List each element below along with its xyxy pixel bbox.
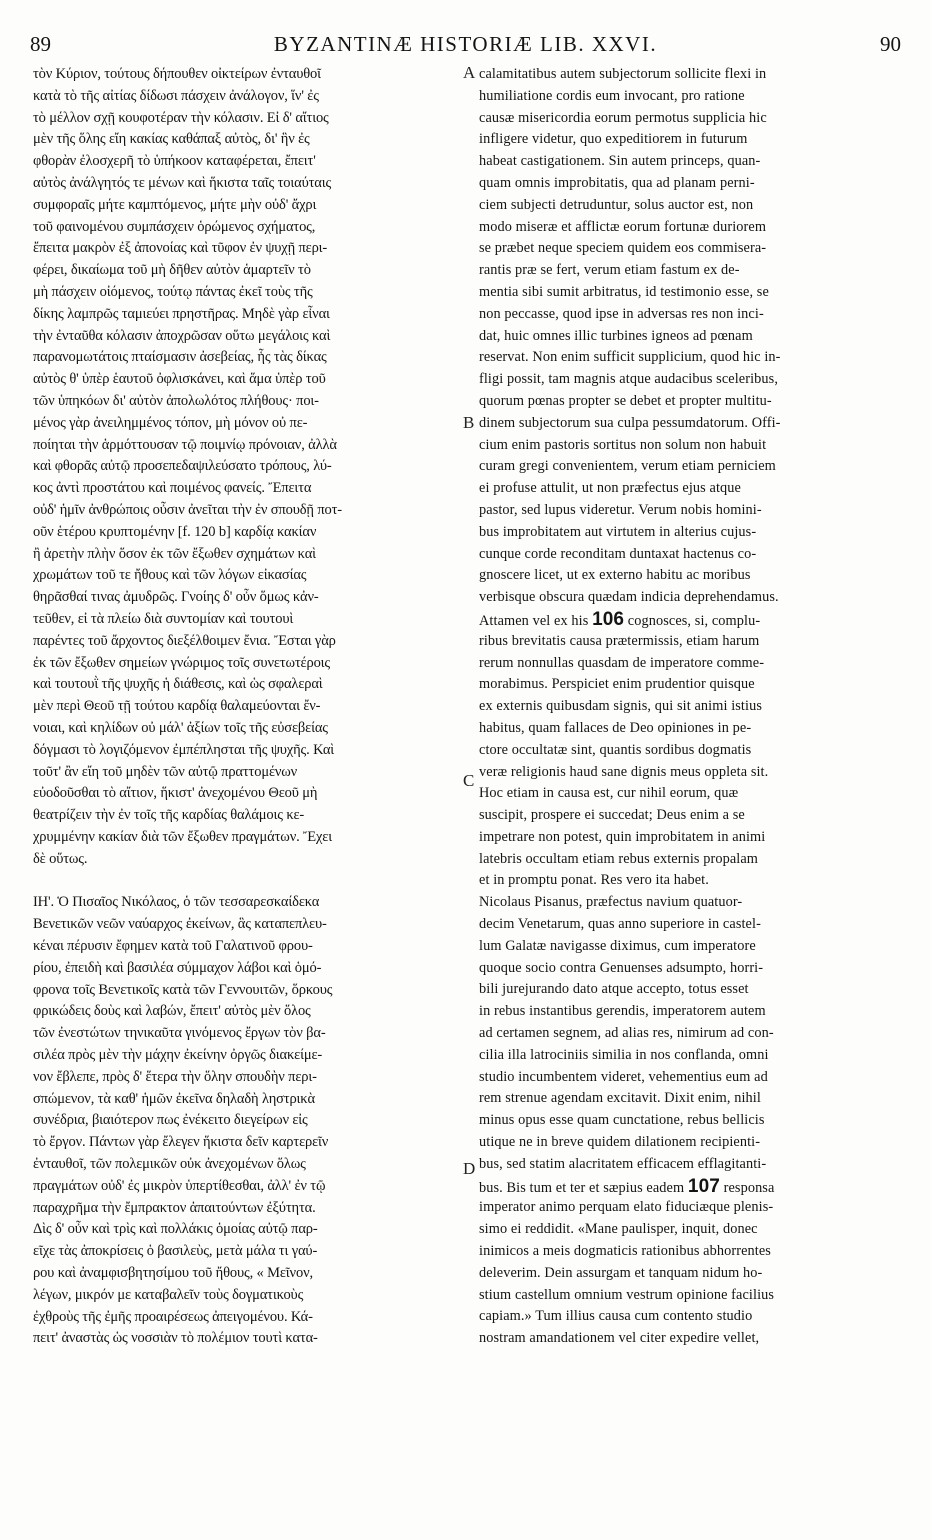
text-line: δίκης λαμπρῶς ταμιεύει πρηστῆρας. Μηδὲ γὰρ εἶναι (33, 305, 330, 322)
text-line: calamitatibus autem subjectorum sollicite flexi in (479, 66, 767, 82)
text-line: καὶ τουτουῒ τῆς ψυχῆς ἡ διάθεσις, καὶ ὡς σφαλεραὶ (33, 676, 323, 693)
text-line: fligi possit, tam magnis atque audacibus sceleribus, (479, 371, 779, 388)
text-line: ei profuse attulit, ut non præfectus ejus atque (479, 480, 741, 497)
text-line: φρονα τοῖς Βενετικοῖς κατὰ τῶν Γεννουιτῶν, ὅρκους (33, 981, 333, 998)
text-line: παρέντες τοῦ ἄρχοντος διεξέλθοιμεν ἔνια. Ἔσται γὰρ (33, 632, 336, 649)
text-line: φρικώδεις δοὺς καὶ λαβών, ἔπειτ' αὐτὸς μὲν ὅλος (33, 1003, 311, 1020)
page-number-right: 90 (880, 32, 901, 56)
text-line: quam omnis improbitatis, qua ad planam perni- (479, 174, 755, 191)
text-line: veræ religionis haud sane dignis meus oppleta sit. (479, 763, 769, 780)
text-line: bus, sed statim alacritatem efficacem efflagitanti- (479, 1155, 767, 1172)
text-line: se præbet neque speciem quidem eos commisera- (479, 240, 767, 257)
text-line: ex externis quibusdam signis, qui sit animi istius (479, 698, 762, 715)
text-line: σιλέα πρὸς μὲν τὴν μάχην ἐκείνην ὀργῶς διακείμε- (33, 1047, 323, 1064)
text-line: cunque corde reconditam duntaxat hactenus co- (479, 545, 757, 562)
text-line: Δὶς δ' οὖν καὶ τρὶς καὶ πολλάκις ὁμοίας αὐτῷ παρ- (33, 1221, 318, 1238)
text-line: ad certamen segnem, ad alias res, nimirum ad con- (479, 1025, 774, 1042)
paragraph-gap (33, 870, 471, 892)
text-line: Nicolaus Pisanus, præfectus navium quatuor- (479, 894, 743, 911)
text-line: habeat castigationem. Sin autem princeps, quan- (479, 153, 761, 170)
text-line: πειτ' ἀναστὰς ὡς νοσσιὰν τὸ πολέμιον τουτὶ κατα- (33, 1330, 318, 1347)
section-marker-d: D (463, 1159, 476, 1178)
running-title: BYZANTINÆ HISTORIÆ LIB. XXVI. (273, 32, 658, 56)
section-marker-b: B (463, 413, 475, 432)
text-line: Βενετικῶν νεῶν ναύαρχος ἐκείνων, ἃς καταπεπλευ- (33, 916, 327, 933)
text-line: minus opus esse quam cunctatione, rebus bellicis (479, 1112, 765, 1129)
running-header (30, 32, 901, 62)
text-line: rem strenue agendam excitavit. Dixit enim, nihil (479, 1090, 761, 1107)
text-line: νοιαι, καὶ κηλίδων οὐ μάλ' ἀξίων τοῖς τῆς εὐσεβείας (33, 719, 328, 736)
text-line: inimicos a meis dogmaticis rationibus abhorrentes (479, 1243, 771, 1260)
text-line: simo ei reddidit. «Mane paulisper, inquit, donec (479, 1221, 758, 1238)
text-line: λέγων, μικρόν με καταβαλεῖν τοὺς δογματικοὺς (33, 1286, 304, 1303)
edition-page-marker: 106 (592, 608, 625, 630)
text-line: φθορὰν ἐλοσχερῆ τὸ ὑπήκοον καταφέρεται, ἔπειτ' (33, 153, 316, 170)
text-line: bili jurejurando dato atque accepto, totus esset (479, 981, 749, 998)
text-line: causæ misericordia eorum permotus supplicia hic (479, 109, 767, 126)
text-line: δόγμασι τὸ λογιζόμενον ἐμπέπλησται τῆς ψυχῆς. Καὶ (33, 741, 335, 758)
text-line: dinem subjectorum sua culpa pessumdatorum. Offi- (479, 414, 781, 431)
text-line: δὲ οὕτως. (33, 850, 88, 867)
text-line: deleverim. Dein assurgam et tanquam nidum ho- (479, 1264, 763, 1281)
text-line: verbisque obscura quædam indicia deprehendamus. (479, 589, 779, 606)
text-line: θεατρίζειν τὴν ἐν τοῖς τῆς καρδίας θαλάμοις κε- (33, 807, 305, 824)
text-line: habitus, quam fallaces de Deo opiniones in pe- (479, 719, 752, 736)
text-line: mentia sibi sumit arbitratus, id testimonio esse, se (479, 283, 769, 300)
text-line: τὴν ἐνταῦθα κόλασιν ἀποχρῶσαν οὕτω μεγάλοις καὶ (33, 327, 331, 344)
text-line: ποίηται τὴν ἁρμόττουσαν τῷ ποιμνίῳ πρόνοιαν, ἀλλὰ (33, 436, 337, 453)
text-line: gnoscere licet, ut ex externo habitu ac moribus (479, 567, 751, 584)
text-line: et in promptu ponat. Res vero ita habet. (479, 872, 709, 889)
text-line: ctore occultatæ sint, quantis sordibus dogmatis (479, 741, 752, 758)
text-line: non peccasse, quod ipse in adversas res non inci- (479, 305, 764, 322)
text-line: rantis præ se fert, verum etiam fastum ex de- (479, 262, 740, 279)
text-line: curam gregi convenientem, verum etiam perniciem (479, 458, 776, 475)
text-line: lum Galatæ navigasse diximus, cum imperatore (479, 937, 756, 954)
text-line: bus improbitatem aut virtutem in alterius cujus- (479, 523, 757, 540)
edition-page-marker: 107 (687, 1175, 720, 1197)
text-line: suscipit, prospere ei succedat; Deus enim a se (479, 807, 745, 824)
text-line: οῦν ἑτέρου κρυπτομένην [f. 120 b] καρδίᾳ κακίαν (33, 523, 317, 540)
text-line: latebris occultam etiam rebus externis propalam (479, 850, 759, 867)
text-line: κέναι πέρυσιν ἔφημεν κατὰ τοῦ Γαλατινοῦ φρου- (33, 938, 313, 955)
text-line: ciem subjecti detruduntur, solus auctor est, non (479, 196, 754, 213)
text-line: μὴ πάσχειν οἰόμενος, τούτῳ πάντας ἐκεῖ τοὺς τῆς (33, 283, 313, 300)
text-line: τοῦτ' ἂν εἴη τοῦ μηδὲν τῶν αὐτῷ πραττομένων (33, 763, 298, 780)
text-line: ribus brevitatis causa prætermissis, etiam harum (479, 632, 760, 649)
text-line: capiam.» Tum illius causa cum contento studio (479, 1308, 753, 1325)
text-line: παραχρῆμα τὴν ἔμπρακτον ἀπαιτούντων ἐξύτητα. (33, 1199, 316, 1216)
text-line: rerum nonnullas quasdam de imperatore comme- (479, 654, 765, 671)
text-line: τοῦ φαινομένου συμπάσχειν ὁρώμενος σχήματος, (33, 218, 316, 235)
text-line: ἐκ τῶν ἔξωθεν σημείων γνώριμος τοῖς συνετωτέροις (33, 654, 331, 671)
text-line: Attamen vel ex his 106 cognosces, si, complu- (479, 608, 761, 630)
text-line: nostram amandationem vel citer expedire vellet, (479, 1330, 760, 1347)
text-line: εῖχε τὰς ἀποκρίσεις ὁ βασιλεὺς, μετὰ μάλα τι γαύ- (33, 1243, 318, 1260)
text-line: πραγμάτων οὐδ' ἐς μικρὸν ὑπερτίθεσθαι, ἀλλ' ἐν τῷ (33, 1177, 326, 1194)
text-line: χρωμάτων τοῦ τε ἤθους καὶ τῶν λόγων εἰκασίας (33, 567, 307, 584)
text-line: μένος γὰρ ἀνειλημμένος τόπον, μὴ μόνον οὐ πε- (33, 414, 308, 431)
text-line: imperator animo perquam elato fiduciæque plenis- (479, 1199, 774, 1216)
text-line: αὐτὸς θ' ὑπὲρ ἑαυτοῦ ὀφλισκάνει, καὶ ἅμα ὑπὲρ τοῦ (33, 371, 326, 388)
text-line: τὸ ἔργον. Πάντων γὰρ ἔλεγεν ἥκιστα δεῖν καρτερεῖν (33, 1134, 329, 1151)
text-line: ἐνταυθοῖ, τῶν πολεμικῶν οὐκ ἀνεχομένων ὅλως (33, 1156, 306, 1173)
text-line: συμφοραῖς μήτε καμπτόμενος, μήτε μὴν οὐδ' ἄχρι (33, 196, 317, 213)
text-line: παρανομωτάτοις πταίσμασιν ἀσεβείας, ἧς τὰς δίκας (33, 349, 327, 366)
text-line: θηρᾶσθαί τινας ἀμυδρῶς. Γνοίης δ' οὖν ὅμως κἀν- (33, 589, 319, 606)
text-line: τῶν ὑπηκόων δι' αὐτὸν ἀπολωλότος πλήθους· ποι- (33, 392, 319, 409)
text-line: stium castellum omnium vestrum opinione facilius (479, 1286, 775, 1303)
text-line: σπώμενον, τὰ καθ' ἡμῶν ἐκεῖνα δηλαδὴ ληστρικὰ (33, 1090, 315, 1107)
section-marker-a: A (463, 63, 476, 82)
text-line: τὸ μέλλον σχῇ κουφοτέραν τὴν κόλασιν. Εἰ δ' αἴτιος (33, 109, 329, 126)
text-line: ΙΗ'. Ὁ Πισαῖος Νικόλαος, ὁ τῶν τεσσαρεσκαίδεκα (33, 894, 320, 911)
text-line: ἢ ἀρετὴν πλὴν ὅσον ἐκ τῶν ἔξωθεν σχημάτων καὶ (33, 545, 316, 562)
text-line: modo miseræ et afflictæ eorum fortunæ duriorem (479, 218, 767, 235)
text-line: οὐδ' ἡμῖν ἀνθρώποις οὖσιν ἀνεῖται τὴν ἐν σπουδῇ ποτ- (33, 501, 342, 518)
text-line: κατὰ τὸ τῆς αἰτίας δίδωσι πάσχειν ἀνάλογον, ἵν' ἐς (33, 87, 319, 104)
text-line: quoque socio contra Genuenses adsumpto, horri- (479, 959, 764, 976)
text-line: studio incumbentem videret, vehementius eum ad (479, 1068, 768, 1085)
text-line: καὶ φθορᾶς αὐτῷ προσεπεδαψιλεύσατο τρόπους, λύ- (33, 458, 332, 475)
text-line: μὲν τῆς ὅλης εἴη κακίας καθάπαξ αὐτὸς, δι' ἣν ἐς (33, 131, 310, 148)
text-line: decim Venetarum, quas anno superiore in castel- (479, 916, 761, 933)
text-line: quorum pœnas propter se debet et propter multitu- (479, 392, 772, 409)
text-line: in rebus instantibus gerendis, imperatorem autem (479, 1003, 766, 1020)
text-line: ἔπειτα μακρὸν ἐξ ἀπονοίας καὶ τῦφον ἐν ψυχῇ περι- (33, 240, 328, 257)
text-line: κος ἀντὶ προστάτου καὶ ποιμένος φανείς. Ἔπειτα (33, 480, 312, 497)
text-line: τῶν ἐνεστώτων τηνικαῦτα γινόμενος ἔργων τὸν βα- (33, 1025, 326, 1042)
text-line: cilia illa latrociniis similia in nos conflanda, omni (479, 1046, 769, 1063)
section-marker-c: C (463, 771, 475, 790)
text-line: reservat. Non enim sufficit supplicium, quod hic in- (479, 349, 781, 366)
text-line: ρίου, ἐπειδὴ καὶ βασιλέα σύμμαχον λάβοι καὶ ὁμό- (33, 959, 322, 976)
text-line: τεῦθεν, εἰ τὰ πλείω διὰ συντομίαν καὶ τουτουὶ (33, 610, 294, 627)
latin-text-column (479, 64, 896, 1350)
text-line: dat, huic omnes illic turbines igneos ad pœnam (479, 327, 753, 344)
text-line: humiliatione cordis eum invocant, pro ratione (479, 87, 745, 104)
text-line: νον ἔβλεπε, πρὸς δ' ἕτερα τὴν ὅλην σπουδὴν περι- (33, 1068, 317, 1085)
page-number-left: 89 (30, 32, 51, 56)
text-line: εὐοδοῦσθαι τὸ αἴτιον, ἥκιστ' ἀνεχομένου Θεοῦ μὴ (33, 785, 318, 802)
text-line: cium enim pastoris sortitus non solum non habuit (479, 436, 767, 453)
text-line: χρυμμένην κακίαν διὰ τῶν ἔξωθεν πραγμάτων. Ἔχει (33, 828, 332, 845)
text-line: μὲν περὶ Θεοῦ τῇ τούτου καρδίᾳ θαλαμεύονται ἔν- (33, 698, 321, 715)
text-line: morabimus. Perspiciet enim prudentior quisque (479, 676, 755, 693)
greek-text-column (33, 64, 471, 1350)
text-line: pastor, sed lupus videretur. Verum nobis homini- (479, 501, 762, 518)
text-line: ἐχθροὺς τῆς ἐμῆς προαιρέσεως ἀπειγομένου. Κά- (33, 1308, 313, 1325)
text-line: Hoc etiam in causa est, cur nihil eorum, quæ (479, 785, 739, 802)
text-line: infligere videtur, quo expeditiorem in futurum (479, 131, 748, 148)
text-line: utique ne in breve quidem dilationem recipienti- (479, 1134, 761, 1151)
text-line: φέρει, δικαίωμα τοῦ μὴ δῆθεν αὐτὸν ἁμαρτεῖν τὸ (33, 262, 311, 279)
text-line: ρου καὶ ἀναμφισβητησίμου τοῦ ἤθους, « Μεῖνον, (33, 1265, 313, 1282)
text-line: αὐτὸς ἀνάλγητός τε μένων καὶ ἥκιστα ταῖς τοιαύταις (33, 174, 332, 191)
text-line: συνέδρια, βιαιότερον πως ἐνέκειτο διεγείρων εἰς (33, 1112, 308, 1129)
text-line: impetrare non potest, quin improbitatem in animi (479, 828, 766, 845)
text-line: bus. Bis tum et ter et sæpius eadem 107 responsa (479, 1175, 775, 1197)
text-line: τὸν Κύριον, τούτους δήπουθεν οἰκτείρων ἐνταυθοῖ (33, 66, 321, 82)
